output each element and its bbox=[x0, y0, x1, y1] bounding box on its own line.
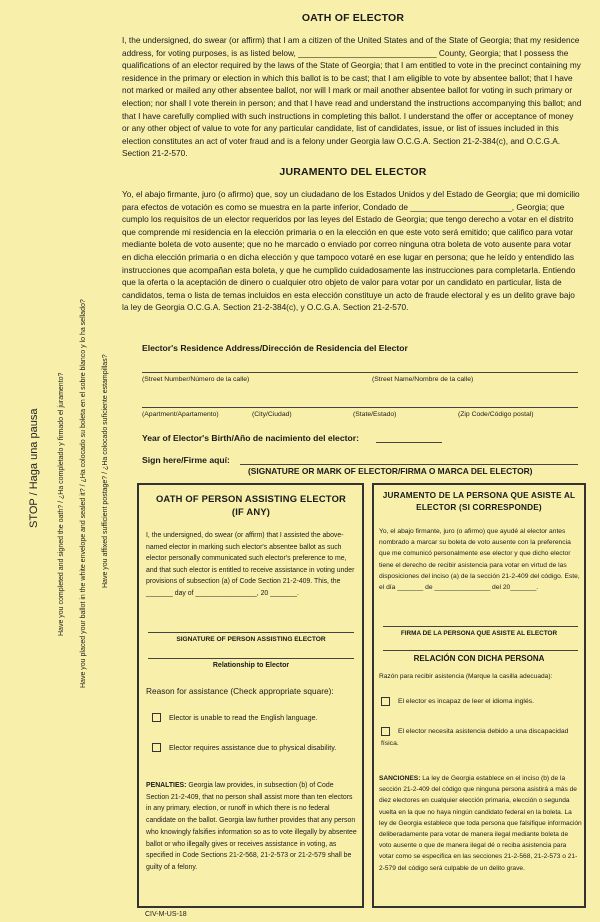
side-question-2: Have you placed your ballot in the white envelope and sealed it? / ¿Ha colocado su boleta en el sobre blanco y lo ha sellado? bbox=[80, 299, 87, 688]
assist-es-signature-label: FIRMA DE LA PERSONA QUE ASISTE AL ELECTOR bbox=[400, 630, 558, 637]
birth-year-line[interactable] bbox=[376, 442, 442, 443]
assist-en-title: OATH OF PERSON ASSISTING ELECTOR (IF ANY) bbox=[155, 493, 347, 517]
juramento-text: Yo, el abajo firmante, juro (o afirmo) que, soy un ciudadano de los Estados Unidos y del Estado de Georgia; que mi domicilio para efectos de votación es como se muestra en la parte inferior, Condado de ______________________, Georgia; que cumplo los requisitos de un elector requeridos por las leyes del Estado de Georgia; que tengo derecho a votar en el distrito que comprende mi residencia en la elección primaria o en la elección en que este voto será emitido; que califico para votar mediante boleta de voto ausente; que no he marcado o enviado por correo ninguna otra boleta de voto ausente para votar en dicha elección primaria o en dicha elección y que tampoco votaré en ese lugar en persona; que he leído y entendido las instrucciones que acompañan esta boleta, y que he cumplido cuidadosamente las instrucciones para completarla. Entiendo que la oferta o la aceptación de dinero o cualquier otro objeto de valor para votar por un candidato en particular, lista de candidatos, tema o lista de temas incluidos en esta elección constituye un acto de fraude electoral y es un delito grave bajo la ley de Georgia O.C.G.A. Section 21-2-384(c), y O.C.G.A. Section 21-2-570. bbox=[122, 189, 580, 313]
assist-es-relationship-label: RELACIÓN CON DICHA PERSONA bbox=[413, 654, 545, 663]
address-heading: Elector's Residence Address/Dirección de Residencia del Elector bbox=[142, 343, 408, 353]
signature-line[interactable] bbox=[240, 464, 578, 465]
form-id: CIV-M-US-18 bbox=[145, 911, 187, 918]
assist-es-title: JURAMENTO DE LA PERSONA QUE ASISTE AL ELECTOR (SI CORRESPONDE) bbox=[382, 491, 576, 512]
assist-en-signature-label: SIGNATURE OF PERSON ASSISTING ELECTOR bbox=[176, 636, 326, 643]
checkbox-physical-disability[interactable] bbox=[152, 743, 161, 752]
stop-text: STOP / Haga una pausa bbox=[28, 408, 40, 528]
street-line[interactable] bbox=[142, 372, 578, 373]
street-number-label: (Street Number/Número de la calle) bbox=[142, 376, 250, 383]
state-label: (State/Estado) bbox=[353, 411, 397, 418]
checkbox-no-lee-ingles[interactable] bbox=[381, 697, 390, 706]
birth-year-label: Year of Elector's Birth/Año de nacimiento del elector: bbox=[142, 433, 359, 443]
oath-text: I, the undersigned, do swear (or affirm) that I am a citizen of the United States and of the State of Georgia; that my residence address, for voting purposes, is as listed below, ______________________________ County, Georgia; that I possess the qualifications of an elector required by the laws of the State of Georgia; that I am entitled to vote in the precinct containing my residence in the primary or election in which this ballot is to be cast; that I am eligible to vote by absentee ballot; that I have not marked or mailed any other absentee ballot, nor will I mark or mail another absentee ballot for voting in such primary or election; nor shall I vote therein in person; and that I have read and understand the instructions accompanying this ballot; and that I have carefully complied with such instructions in completing this ballot. I understand the offer or acceptance of money or any other object of value to vote for any particular candidate, list of candidates, issue, or list of issues included in this election constitutes an act of voter fraud and is a felony under Georgia law O.C.G.A. Section 21-2-384(c), and O.C.G.A. Section 21-2-570. bbox=[122, 35, 582, 159]
assist-es-option-2: El elector necesita asistencia debido a una discapacidad física. bbox=[381, 728, 569, 747]
assist-en-relationship-label: Relationship to Elector bbox=[212, 662, 290, 669]
assist-es-text: Yo, el abajo firmante, juro (o afirmo) que ayudé al elector antes nombrado a marcar su boleta de voto ausente con la preferencia que me comunicó personalmente ese elector y que dicho elector tiene el derecho de recibir asistencia para votar en virtud de las disposiciones del inciso (a) de la sección 21-2-409 del código. Este, el día _______ de _______________ del 20_______. bbox=[379, 528, 580, 592]
zip-label: (Zip Code/Código postal) bbox=[458, 411, 534, 418]
assist-es-signature-line[interactable] bbox=[383, 626, 578, 627]
signature-caption: (SIGNATURE OR MARK OF ELECTOR/FIRMA O MARCA DEL ELECTOR) bbox=[248, 466, 533, 476]
apartment-label: (Apartment/Apartamento) bbox=[142, 411, 219, 418]
assist-en-text: I, the undersigned, do swear (or affirm) that I assisted the above-named elector in marking such elector's absentee ballot as such elector personally communicated such elector's preference to me, and that such elector is entitled to receive assistance in voting under provisions of subsection (a) of Code Section 21-2-409. This, the _______ day of ________________, 20 _______. bbox=[146, 532, 355, 597]
side-question-3: Have you affixed sufficient postage? / ¿Ha colocado suficiente estampillas? bbox=[102, 354, 109, 588]
assist-es-penalties: SANCIONES: La ley de Georgia establece en el inciso (b) de la sección 21-2-409 del código que ninguna persona asistirá a más de diez electores en cualquier elección primaria, elección o segunda vuelta en la que no haya ningún candidato federal en la boleta. La ley de Georgia establece que toda persona que falsifique información deliberadamente para votar de manera ilegal mediante boleta de voto ausente o que de manera ilegal dé o reciba asistencia para votar como se especifica en las secciones 21-2-568, 21-2-573 o 21-2-579 del código será culpable de un delito grave. bbox=[379, 775, 582, 872]
side-question-1: Have you completed and signed the oath? / ¿Ha completado y firmado el juramento? bbox=[58, 372, 65, 636]
oath-title: OATH OF ELECTOR bbox=[301, 12, 405, 24]
assist-es-relationship-line[interactable] bbox=[383, 650, 578, 651]
assist-en-option-1: Elector is unable to read the English language. bbox=[152, 713, 318, 722]
assist-en-penalties: PENALTIES: Georgia law provides, in subsection (b) of Code Section 21-2-409, that no person shall assist more than ten electors in any primary, election, or runoff in which there is no federal candidate on the ballot. Georgia law further provides that any person who knowingly falsifies information so as to vote illegally by absentee ballot or who illegally gives or receives assistance in voting, as specified in Code Sections 21-2-568, 21-2-573 or 21-2-579 shall be guilty of a felony. bbox=[146, 782, 357, 871]
assist-es-reason: Razón para recibir asistencia (Marque la casilla adecuada): bbox=[379, 673, 553, 680]
assist-en-reason: Reason for assistance (Check appropriate square): bbox=[146, 686, 334, 696]
juramento-title: JURAMENTO DEL ELECTOR bbox=[279, 166, 427, 178]
assist-es-option-1: El elector es incapaz de leer el idioma inglés. bbox=[381, 697, 534, 706]
city-label: (City/Ciudad) bbox=[252, 411, 292, 418]
checkbox-discapacidad-fisica[interactable] bbox=[381, 727, 390, 736]
stop-notice bbox=[28, 409, 40, 528]
assist-en-relationship-line[interactable] bbox=[148, 658, 354, 659]
street-name-label: (Street Name/Nombre de la calle) bbox=[372, 376, 474, 383]
assist-en-option-2: Elector requires assistance due to physical disability. bbox=[152, 743, 336, 752]
assist-en-signature-line[interactable] bbox=[148, 632, 354, 633]
sign-here-label: Sign here/Firme aquí: bbox=[142, 455, 230, 465]
checkbox-cannot-read-english[interactable] bbox=[152, 713, 161, 722]
city-line[interactable] bbox=[142, 407, 578, 408]
